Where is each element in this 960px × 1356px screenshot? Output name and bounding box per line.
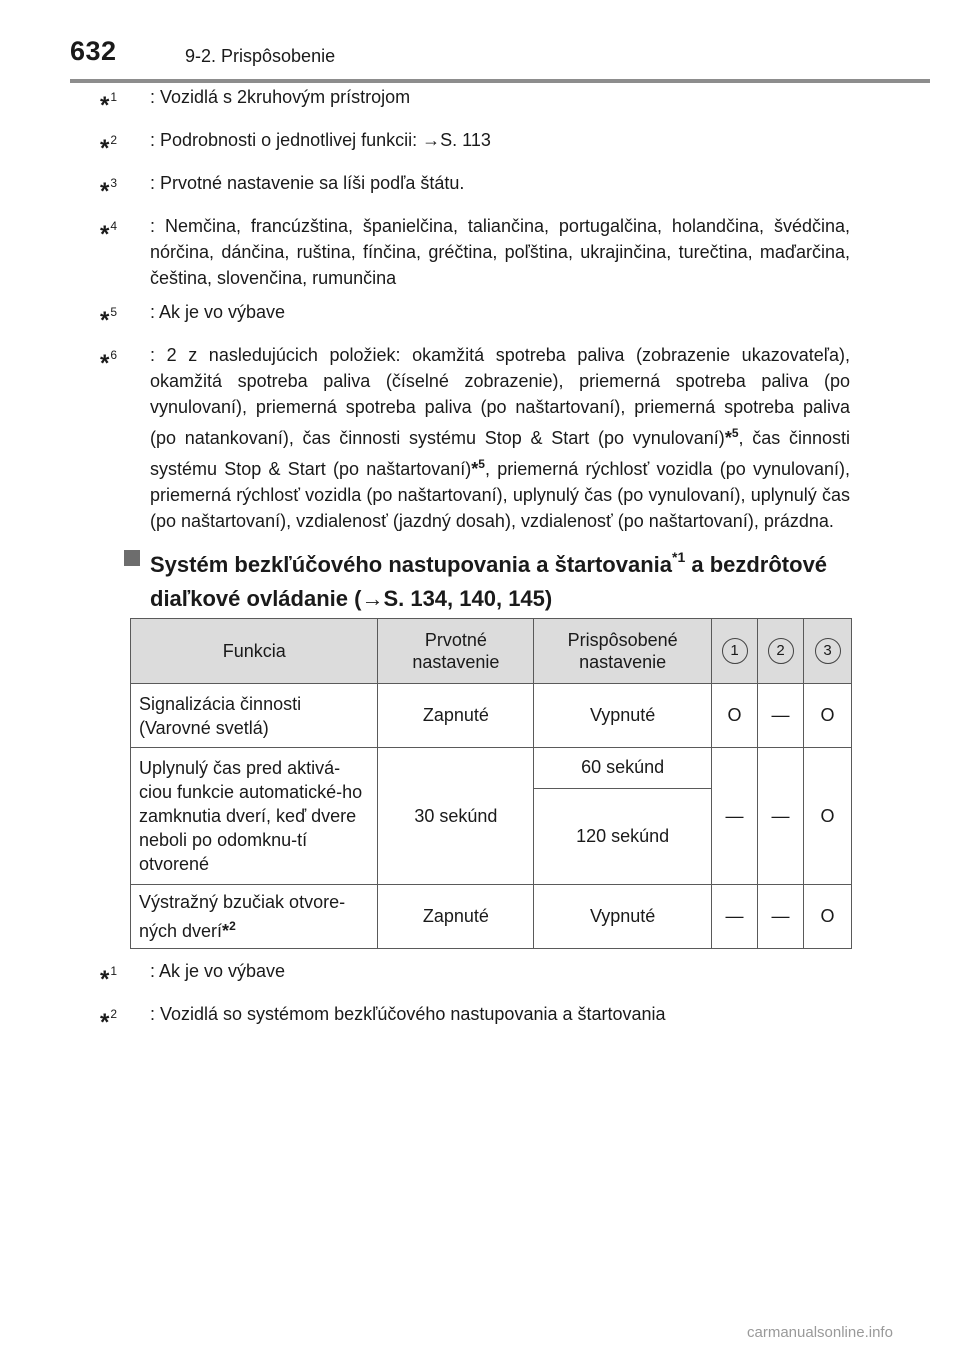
- footnote-text: : 2 z nasledujúcich položiek: okamžitá spotreba paliva (zobrazenie ukazovateľa), okamžitá spotreba paliva (číselné zobrazenie), priemerná spotreba paliva (po vynulovaní), priemerná spotreba paliva (po naštartovaní), priemerná spotreba paliva (po natankovaní), čas činnosti systému Stop & Start (po vynulovaní)*$^5$, čas činnosti systému Stop & Start (po naštartovaní)*$^5$, priemerná rýchlosť vozidla (po vynulovaní), priemerná rýchlosť vozidla (po naštartovaní), uplynulý čas (po vynulovaní), uplynulý čas (po naštartovaní), vzdialenosť (jazdný dosah), vzdialenosť (po naštartovaní), prázdna.: [150, 345, 851, 531]
- section-title: 9-2. Prispôsobenie: [185, 46, 336, 66]
- footnote-text: : Ak je vo výbave: [150, 961, 286, 981]
- footnote-marker: *$^3$: [100, 176, 118, 205]
- custom-cell: 60 sekúnd: [534, 748, 712, 789]
- col-2-cell: —: [758, 885, 804, 949]
- footnote-text: : Vozidlá so systémom bezkľúčového nastupovania a štartovania: [150, 1004, 666, 1024]
- header-function: Funkcia: [131, 619, 378, 684]
- footnote-text: : Vozidlá s 2kruhovým prístrojom: [150, 87, 411, 107]
- footnote-marker: *$^1$: [100, 964, 118, 993]
- col-2-cell: —: [758, 748, 804, 885]
- header-default: Prvotné nastavenie: [378, 619, 534, 684]
- footnote-marker: *$^1$: [100, 90, 118, 119]
- footnote-ref: *$^2$: [222, 919, 236, 941]
- circled-1-icon: 1: [722, 638, 748, 664]
- table-header-row: [131, 619, 852, 684]
- footnote-text: : Nemčina, francúzština, španielčina, taliančina, portugalčina, holandčina, švédčina, nórčina, dánčina, ruština, fínčina, gréčtina, poľština, ukrajinčina, turečtina, maďarčina, čeština, slovenčina, rumunčina: [150, 216, 850, 288]
- col-3-cell: O: [804, 885, 852, 949]
- col-3-cell: O: [804, 748, 852, 885]
- footnotes-bottom: [100, 958, 850, 1044]
- col-2-cell: —: [758, 684, 804, 748]
- watermark: carmanualsonline.info: [747, 1324, 893, 1341]
- default-cell: Zapnuté: [378, 684, 534, 748]
- col-3-cell: O: [804, 684, 852, 748]
- footnote-1: [100, 84, 850, 119]
- col-1-cell: O: [712, 684, 758, 748]
- table-row: [131, 684, 852, 748]
- footnote-marker: *$^2$: [100, 133, 118, 162]
- page-header: [70, 36, 930, 76]
- default-cell: Zapnuté: [378, 885, 534, 949]
- footnote-text: : Podrobnosti o jednotlivej funkcii: →S. 113: [150, 130, 491, 150]
- square-bullet-icon: [124, 550, 140, 566]
- footnote-5: [100, 299, 850, 334]
- footnote-4: [100, 213, 850, 291]
- table-row: [131, 748, 852, 789]
- footnotes-top: [100, 84, 850, 542]
- table-row: [131, 885, 852, 949]
- footnote-bottom-1: [100, 958, 850, 993]
- footnote-3: [100, 170, 850, 205]
- footnote-text: : Prvotné nastavenie sa líši podľa štátu.: [150, 173, 465, 193]
- header-col-2: [758, 619, 804, 684]
- footnote-6: [100, 342, 850, 534]
- page-number: 632: [70, 36, 117, 66]
- subheading: [124, 540, 856, 616]
- custom-cell: 120 sekúnd: [534, 788, 712, 884]
- default-cell: 30 sekúnd: [378, 748, 534, 885]
- header-rule: [70, 79, 930, 83]
- settings-table: [130, 618, 852, 949]
- function-cell: Uplynulý čas pred aktivá-ciou funkcie automatické-ho zamknutia dverí, keď dvere neboli po odomknu-tí otvorené: [131, 748, 378, 885]
- footnote-marker: *$^5$: [100, 305, 118, 334]
- circled-3-icon: 3: [815, 638, 841, 664]
- custom-cell: Vypnuté: [534, 885, 712, 949]
- footnote-ref: *$^5$: [724, 426, 739, 448]
- function-cell: Signalizácia činnosti (Varovné svetlá): [131, 684, 378, 748]
- header-col-1: [712, 619, 758, 684]
- function-cell: Výstražný bzučiak otvore-ných dverí*$^2$: [131, 885, 378, 949]
- footnote-marker: *$^2$: [100, 1007, 118, 1036]
- footnote-bottom-2: [100, 1001, 850, 1036]
- footnote-marker: *$^4$: [100, 219, 118, 248]
- footnote-text: : Ak je vo výbave: [150, 302, 286, 322]
- col-1-cell: —: [712, 748, 758, 885]
- subheading-text: Systém bezkľúčového nastupovania a štartovania$^{*1}$ a bezdrôtové diaľkové ovládanie (→S. 134, 140, 145): [150, 549, 828, 611]
- header-custom: Prispôsobené nastavenie: [534, 619, 712, 684]
- circled-2-icon: 2: [768, 638, 794, 664]
- custom-cell: Vypnuté: [534, 684, 712, 748]
- col-1-cell: —: [712, 885, 758, 949]
- footnote-ref: *$^5$: [471, 457, 485, 479]
- header-col-3: [804, 619, 852, 684]
- footnote-marker: *$^6$: [100, 348, 118, 377]
- footnote-2: [100, 127, 850, 162]
